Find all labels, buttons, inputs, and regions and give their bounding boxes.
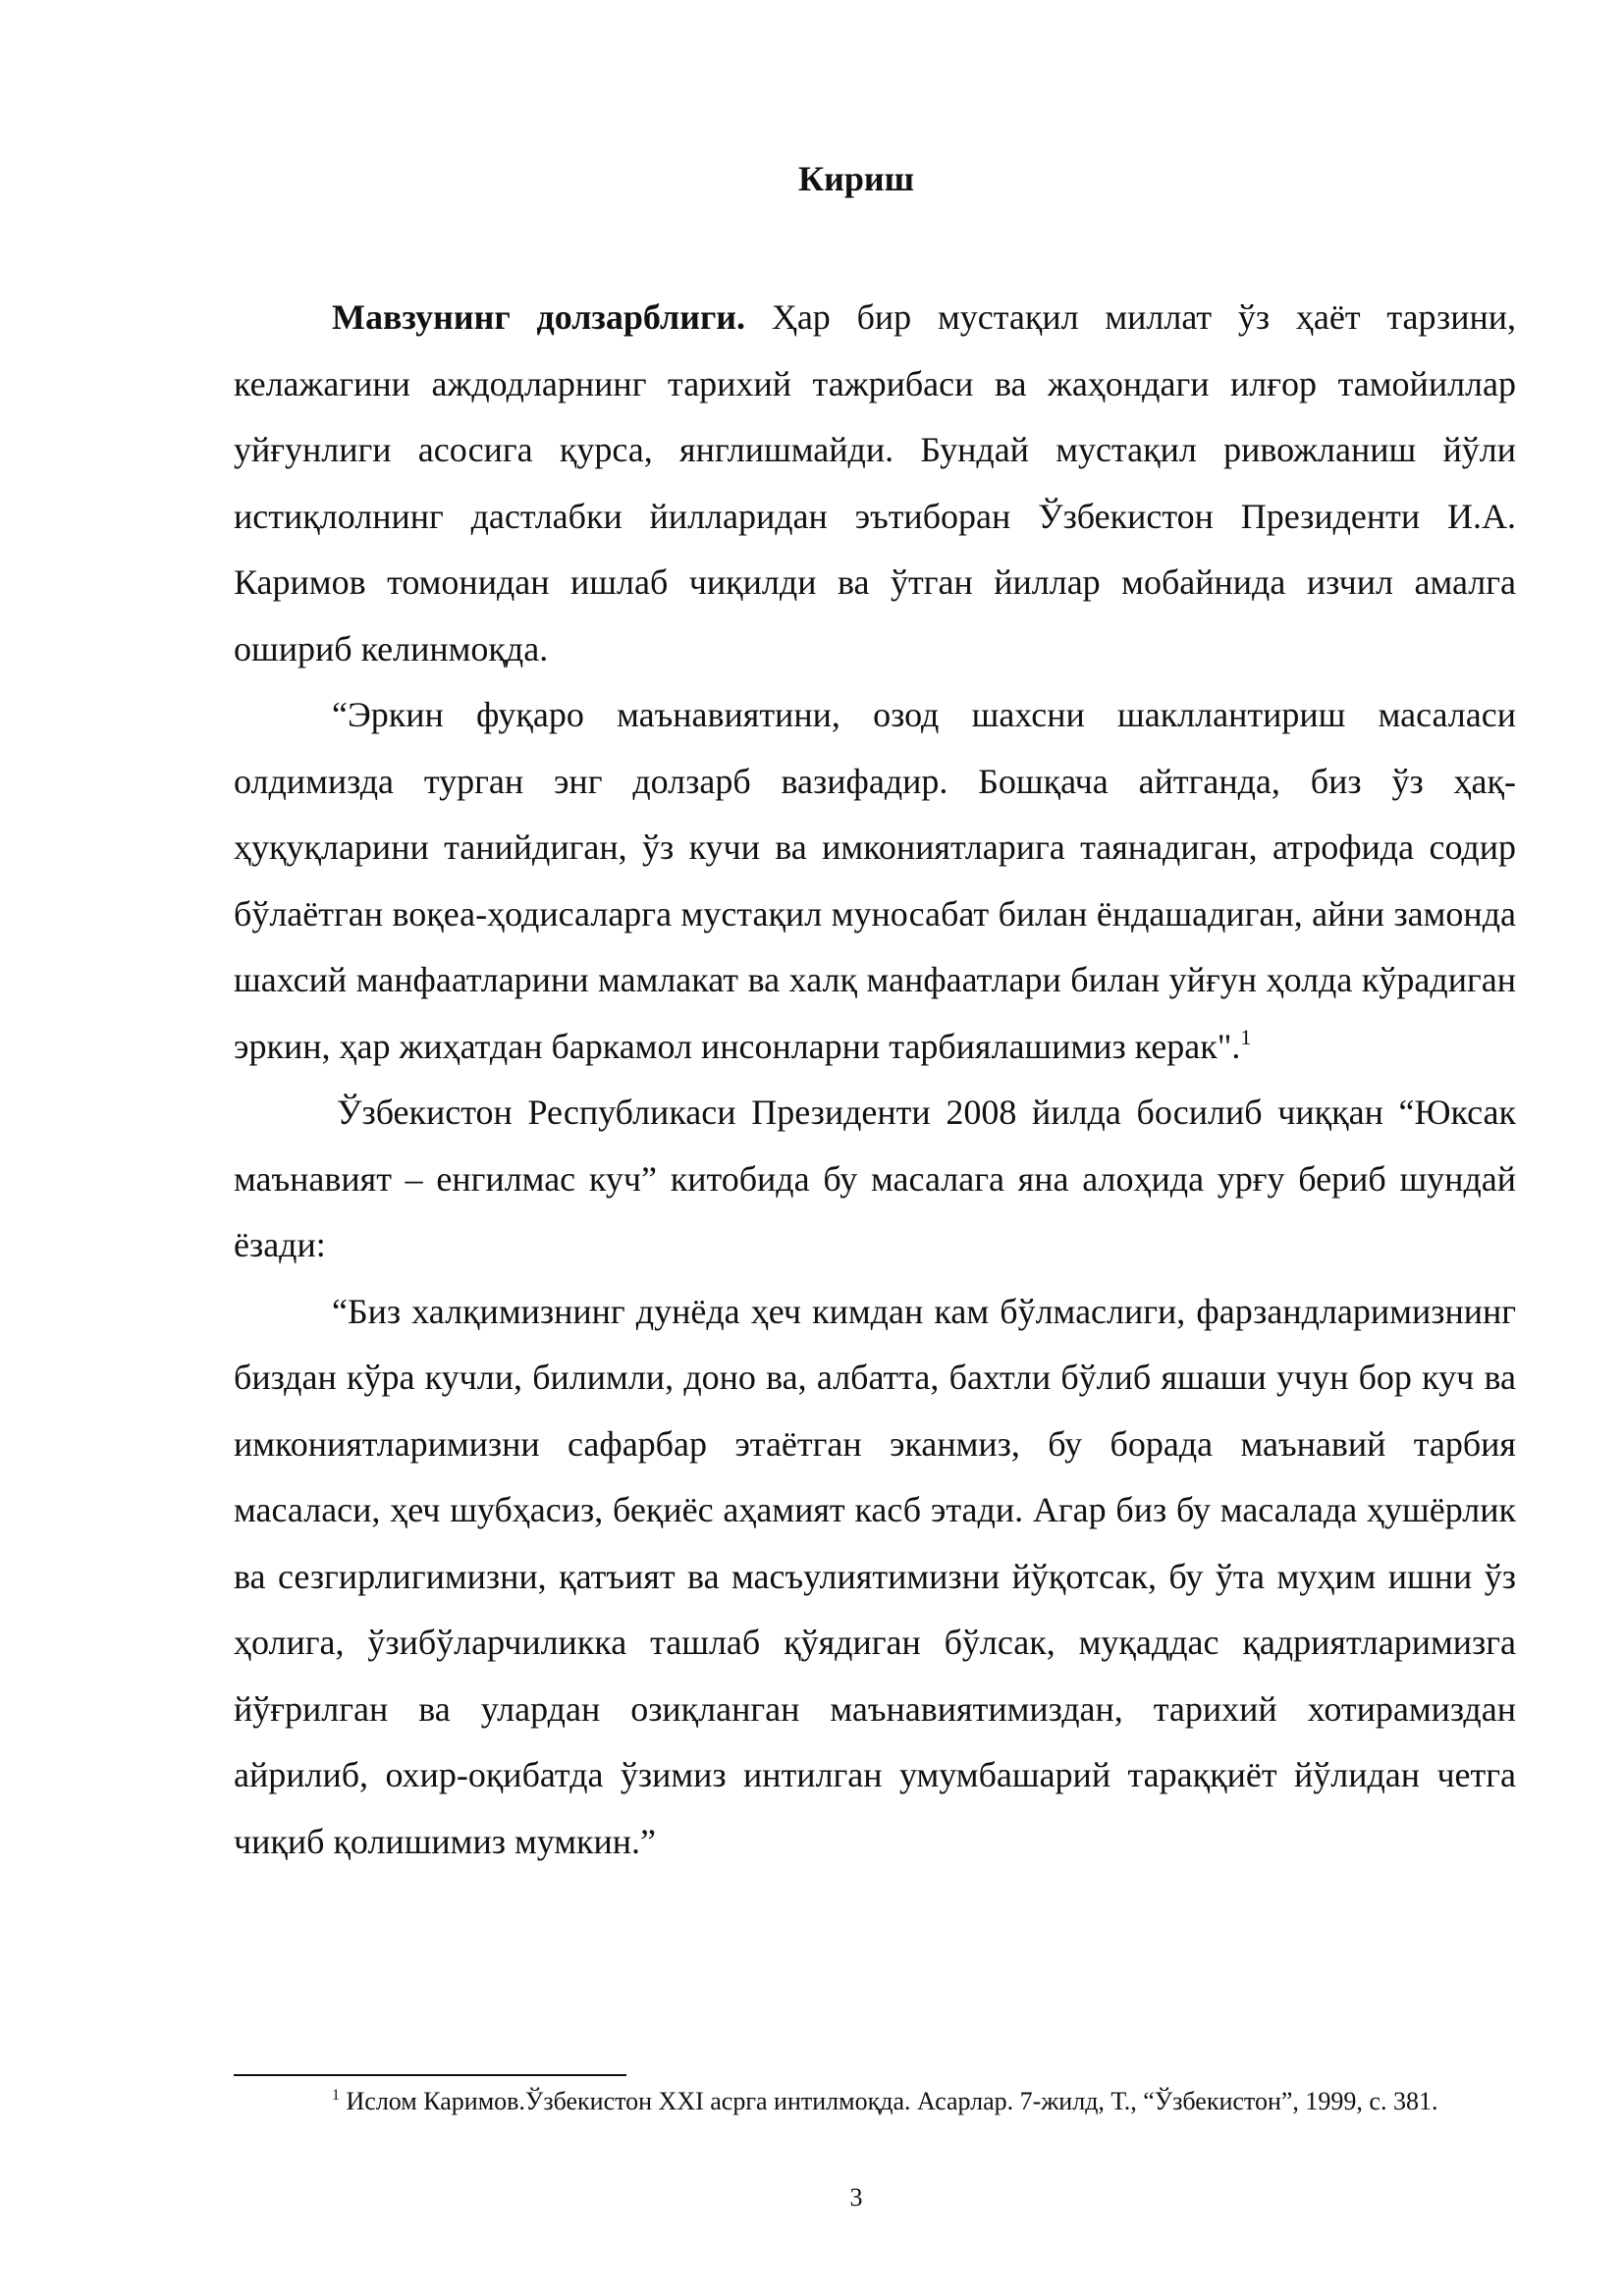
paragraph-text: “Биз халқимизнинг дунёда ҳеч кимдан кам бўлмаслиги, фарзандларимизнинг биздан кўра кучли, билимли, доно ва, албатта, бахтли бўлиб яшаши учун бор куч ва имкониятларимизни сафарбар этаётган эканмиз, бу борада маънавий тарбия масаласи, ҳеч шубҳасиз, беқиёс аҳамият касб этади. Агар биз бу масалада ҳушёрлик ва сезгирлигимизни, қатъият ва масъулиятимизни йўқотсак, бу ўта муҳим ишни ўз ҳолига, ўзибўларчиликка ташлаб қўядиган бўлсак, муқаддас қадриятларимизга йўғрилган ва улардан озиқланган маънавиятимиздан, тарихий хотирамиздан айрилиб, охир-оқибатда ўзимиз интилган умумбашарий тараққиёт йўлидан четга чиқиб қолишимиз мумкин.” (234, 1291, 1516, 1861)
paragraph-text: Ўзбекистон Республикаси Президенти 2008 йилда босилиб чиққан “Юксак маънавият – енгилмас куч” китобида бу масалага яна алоҳида урғу бериб шундай ёзади: (234, 1093, 1516, 1264)
page-number: 3 (849, 2183, 863, 2212)
paragraph-lead-heading: Мавзунинг долзарблиги. (332, 297, 746, 337)
paragraph-quote-1 (234, 682, 1516, 1080)
section-title: Кириш (797, 159, 914, 198)
footnote-separator (234, 2074, 626, 2076)
footnote-marker: 1 (332, 2087, 340, 2104)
footnote (234, 2085, 1516, 2118)
paragraph-text: “Эркин фуқаро маънавиятини, озод шахсни шакллантириш масаласи олдимизда турган энг долзарб вазифадир. Бошқача айтганда, биз ўз ҳақ-ҳуқуқларини танийдиган, ўз кучи ва имкониятларига таянадиган, атрофида содир бўлаётган воқеа-ҳодисаларга мустақил муносабат билан ёндашадиган, айни замонда шахсий манфаатларини мамлакат ва халқ манфаатлари билан уйғун ҳолда кўрадиган эркин, ҳар жиҳатдан баркамол инсонларни тарбиялашимиз керак". (234, 695, 1516, 1066)
footnote-text-line (234, 2085, 1516, 2118)
paragraph-relevance (234, 285, 1516, 682)
paragraph-quote-2 (234, 1279, 1516, 1876)
body-text (234, 285, 1516, 1875)
paragraph-text: Ҳар бир мустақил миллат ўз ҳаёт тарзини, келажагини аждодларнинг тарихий тажрибаси ва жаҳондаги илғор тамойиллар уйғунлиги асосига қурса, янглишмайди. Бундай мустақил ривожланиш йўли истиқлолнинг дастлабки йилларидан эътиборан Ўзбекистон Президенти И.А. Каримов томонидан ишлаб чиқилди ва ўтган йиллар мобайнида изчил амалга ошириб келинмоқда. (234, 297, 1516, 668)
footnote-reference[interactable]: 1 (1240, 1024, 1252, 1049)
footnote-text: Ислом Каримов.Ўзбекистон XXI асрга интилмоқда. Асарлар. 7-жилд, Т., “Ўзбекистон”, 1999, с. 381. (340, 2087, 1438, 2115)
paragraph-book-intro (234, 1080, 1516, 1279)
